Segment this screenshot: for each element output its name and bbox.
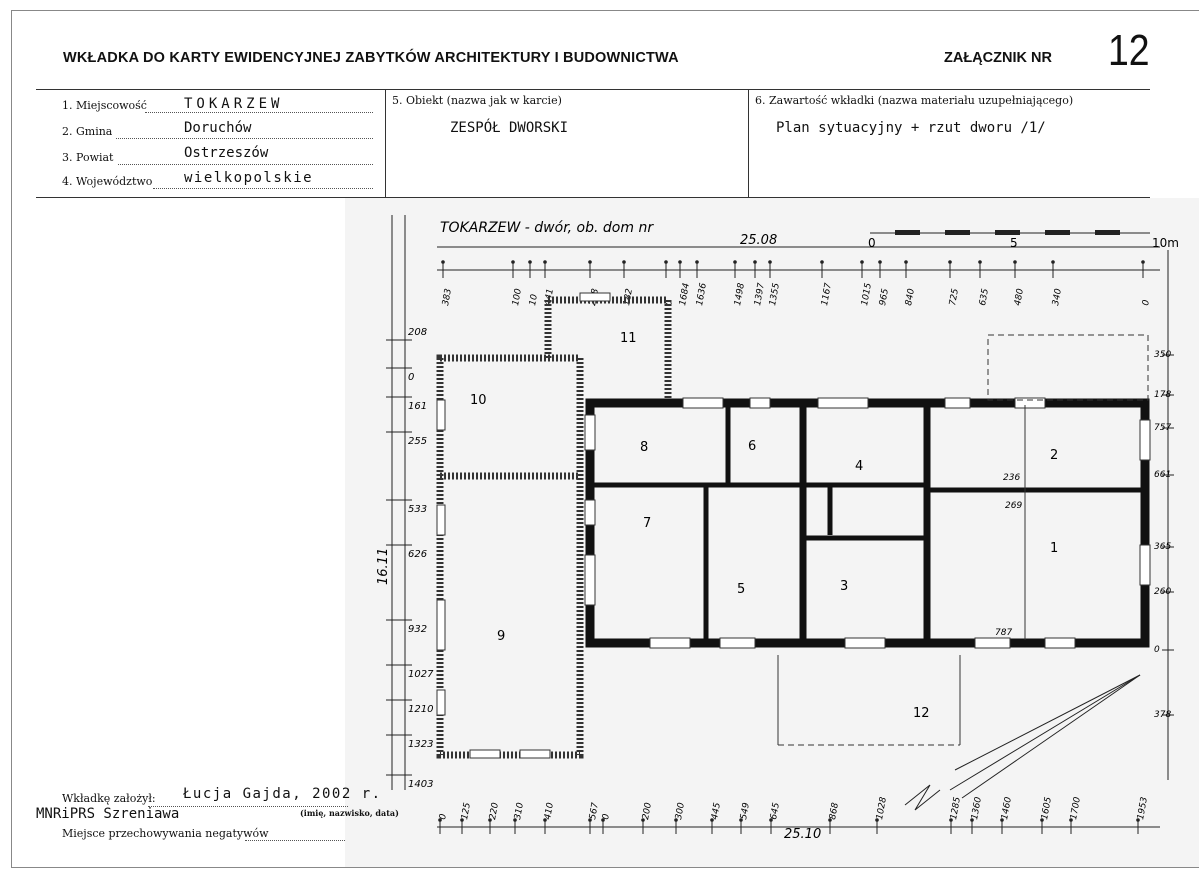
bottom-tick-label: 1028 bbox=[875, 796, 889, 821]
left-tick-label: 1210 bbox=[408, 704, 434, 715]
top-tick-label: 635 bbox=[978, 287, 991, 307]
left-tick-label: 1403 bbox=[408, 779, 434, 790]
attachment-label: ZAŁĄCZNIK NR bbox=[944, 50, 1052, 66]
bottom-tick-label: 1460 bbox=[1000, 796, 1014, 821]
top-tick-label: 10 bbox=[528, 293, 540, 307]
bottom-tick-label: 0 bbox=[438, 813, 449, 821]
room-label-11: 11 bbox=[620, 331, 637, 346]
top-tick-label: 1397 bbox=[753, 282, 767, 307]
top-tick-dot bbox=[820, 260, 824, 264]
top-tick-label: 480 bbox=[1013, 287, 1026, 307]
field-value-powiat: Ostrzeszów bbox=[184, 145, 269, 161]
left-tick-label: 533 bbox=[408, 504, 428, 515]
floor-plan-drawing bbox=[345, 198, 1199, 867]
top-ticks bbox=[441, 260, 1152, 306]
inner-dimensions bbox=[995, 473, 1022, 638]
left-tick-label: 1323 bbox=[408, 739, 434, 750]
bottom-tick-label: 200 bbox=[641, 801, 654, 821]
bottom-dimension-value: 25.10 bbox=[784, 827, 822, 842]
storage-label: Miejsce przechowywania negatywów bbox=[62, 827, 269, 840]
card-title: WKŁADKA DO KARTY EWIDENCYJNEJ ZABYTKÓW ARCHITEKTURY I BUDOWNICTWA bbox=[63, 50, 679, 66]
terrace-outline bbox=[778, 655, 960, 745]
top-tick-dot bbox=[978, 260, 982, 264]
top-tick-dot bbox=[878, 260, 882, 264]
top-tick-dot bbox=[664, 260, 668, 264]
scale-label-10: 10m bbox=[1152, 236, 1179, 250]
contents-value: Plan sytuacyjny + rzut dworu /1/ bbox=[776, 120, 1046, 136]
column-divider-2 bbox=[748, 89, 749, 197]
room-label-1: 1 bbox=[1050, 541, 1059, 556]
porch-outline bbox=[988, 335, 1148, 400]
right-tick-label: 178 bbox=[1154, 390, 1172, 400]
inner-dim-2: 269 bbox=[1005, 501, 1023, 511]
left-tick-label: 161 bbox=[408, 401, 428, 412]
room-label-2: 2 bbox=[1050, 448, 1059, 463]
bottom-tick-label: 445 bbox=[710, 801, 723, 821]
top-tick-dot bbox=[860, 260, 864, 264]
top-tick-dot bbox=[511, 260, 515, 264]
room-label-5: 5 bbox=[737, 582, 746, 597]
annex-walls bbox=[440, 300, 668, 755]
top-tick-dot bbox=[695, 260, 699, 264]
bottom-tick-label: 1700 bbox=[1069, 796, 1083, 821]
room-label-12: 12 bbox=[913, 706, 930, 721]
right-ticks bbox=[1154, 350, 1174, 720]
top-tick-dot bbox=[543, 260, 547, 264]
bottom-tick-label: 868 bbox=[828, 801, 841, 821]
left-tick-label: 932 bbox=[408, 624, 428, 635]
dotted-line bbox=[118, 163, 373, 165]
bottom-tick-label: 645 bbox=[769, 801, 782, 821]
top-tick-label: 840 bbox=[904, 287, 917, 307]
created-value: Łucja Gajda, 2002 r. bbox=[183, 786, 382, 802]
bottom-tick-label: 0 bbox=[601, 813, 612, 821]
bottom-tick-label: 1360 bbox=[970, 796, 984, 821]
name-note: (imię, nazwisko, data) bbox=[300, 808, 399, 818]
left-dimension-value: 16.11 bbox=[376, 547, 391, 585]
windows bbox=[437, 293, 1150, 758]
room-label-4: 4 bbox=[855, 459, 864, 474]
left-tick-label: 255 bbox=[408, 436, 428, 447]
created-label: Wkładkę założył: bbox=[62, 792, 156, 805]
bottom-tick-label: 567 bbox=[588, 801, 601, 821]
left-tick-label: 626 bbox=[408, 549, 428, 560]
top-tick-dot bbox=[1051, 260, 1055, 264]
room-label-10: 10 bbox=[470, 393, 487, 408]
right-tick-label: 0 bbox=[1154, 645, 1160, 655]
top-tick-dot bbox=[622, 260, 626, 264]
bottom-tick-label: 1953 bbox=[1136, 796, 1150, 821]
room-label-7: 7 bbox=[643, 516, 652, 531]
top-tick-label: 1355 bbox=[768, 282, 782, 307]
bottom-tick-label: 125 bbox=[460, 801, 473, 821]
top-tick-label: 100 bbox=[511, 287, 524, 307]
bottom-tick-label: 1605 bbox=[1040, 796, 1054, 821]
dotted-line bbox=[245, 839, 345, 841]
field-label-wojewodztwo: 4. Województwo bbox=[62, 175, 153, 188]
bottom-tick-label: 549 bbox=[739, 801, 752, 821]
top-tick-label: 0 bbox=[664, 299, 675, 307]
top-tick-dot bbox=[528, 260, 532, 264]
plan-title: TOKARZEW - dwór, ob. dom nr bbox=[440, 220, 654, 236]
right-tick-label: 757 bbox=[1154, 423, 1172, 433]
bottom-tick-label: 410 bbox=[543, 801, 556, 821]
top-tick-dot bbox=[904, 260, 908, 264]
top-tick-label: 441 bbox=[543, 287, 556, 307]
top-tick-label: 1015 bbox=[860, 282, 874, 307]
top-tick-label: 0 bbox=[1141, 299, 1152, 307]
top-tick-label: 340 bbox=[1051, 287, 1064, 307]
room-label-8: 8 bbox=[640, 440, 649, 455]
right-tick-label: 661 bbox=[1154, 470, 1172, 480]
header-rule bbox=[36, 89, 1150, 90]
top-dimension-value: 25.08 bbox=[740, 233, 778, 248]
dotted-line bbox=[153, 187, 373, 189]
top-tick-dot bbox=[1013, 260, 1017, 264]
top-tick-label: 1498 bbox=[733, 282, 747, 307]
left-tick-label: 1027 bbox=[408, 669, 434, 680]
field-label-powiat: 3. Powiat bbox=[62, 151, 114, 164]
top-tick-dot bbox=[588, 260, 592, 264]
left-ticks bbox=[386, 327, 434, 790]
dotted-line bbox=[116, 137, 373, 139]
room-label-3: 3 bbox=[840, 579, 849, 594]
bottom-tick-label: 220 bbox=[488, 801, 501, 821]
top-tick-label: 1167 bbox=[820, 282, 834, 307]
scale-label-0: 0 bbox=[868, 236, 876, 250]
top-tick-dot bbox=[768, 260, 772, 264]
bottom-tick-label: 300 bbox=[674, 801, 687, 821]
scale-label-5: 5 bbox=[1010, 236, 1018, 250]
inner-dim-1: 236 bbox=[1003, 473, 1021, 483]
top-tick-dot bbox=[753, 260, 757, 264]
top-tick-label: 725 bbox=[948, 287, 961, 307]
top-tick-label: 182 bbox=[622, 287, 635, 307]
right-tick-label: 350 bbox=[1154, 350, 1172, 360]
room-label-9: 9 bbox=[497, 629, 506, 644]
room-labels bbox=[470, 331, 1058, 721]
inner-dim-3: 787 bbox=[995, 628, 1013, 638]
object-label: 5. Obiekt (nazwa jak w karcie) bbox=[392, 94, 562, 107]
bottom-tick-label: 1285 bbox=[949, 796, 963, 821]
attachment-number: 12 bbox=[1108, 26, 1150, 75]
main-walls bbox=[590, 403, 1145, 643]
top-tick-dot bbox=[441, 260, 445, 264]
object-value: ZESPÓŁ DWORSKI bbox=[450, 120, 569, 136]
column-divider-1 bbox=[385, 89, 386, 197]
field-label-miejscowosc: 1. Miejscowość bbox=[62, 99, 147, 112]
field-value-wojewodztwo: wielkopolskie bbox=[184, 170, 314, 186]
top-tick-dot bbox=[948, 260, 952, 264]
top-tick-dot bbox=[1141, 260, 1145, 264]
top-tick-label: 1636 bbox=[695, 282, 709, 307]
north-arrow-icon bbox=[905, 675, 1140, 810]
storage-value: MNRiPRS Szreniawa bbox=[36, 806, 180, 822]
field-value-gmina: Doruchów bbox=[184, 120, 252, 136]
right-tick-label: 365 bbox=[1154, 542, 1172, 552]
top-tick-dot bbox=[733, 260, 737, 264]
field-label-gmina: 2. Gmina bbox=[62, 125, 113, 138]
bottom-tick-label: 310 bbox=[513, 801, 526, 821]
room-label-6: 6 bbox=[748, 439, 757, 454]
left-tick-label: 0 bbox=[408, 372, 415, 383]
right-tick-label: 378 bbox=[1154, 710, 1172, 720]
field-value-miejscowosc: TOKARZEW bbox=[184, 96, 284, 112]
floor-plan-photo bbox=[345, 198, 1199, 867]
top-tick-dot bbox=[678, 260, 682, 264]
left-tick-label: 208 bbox=[408, 327, 428, 338]
top-tick-label: 383 bbox=[441, 287, 454, 307]
top-tick-label: 965 bbox=[878, 287, 891, 307]
contents-label: 6. Zawartość wkładki (nazwa materiału uzupełniającego) bbox=[755, 94, 1074, 107]
right-tick-label: 260 bbox=[1154, 587, 1172, 597]
top-tick-label: 1684 bbox=[678, 282, 692, 307]
